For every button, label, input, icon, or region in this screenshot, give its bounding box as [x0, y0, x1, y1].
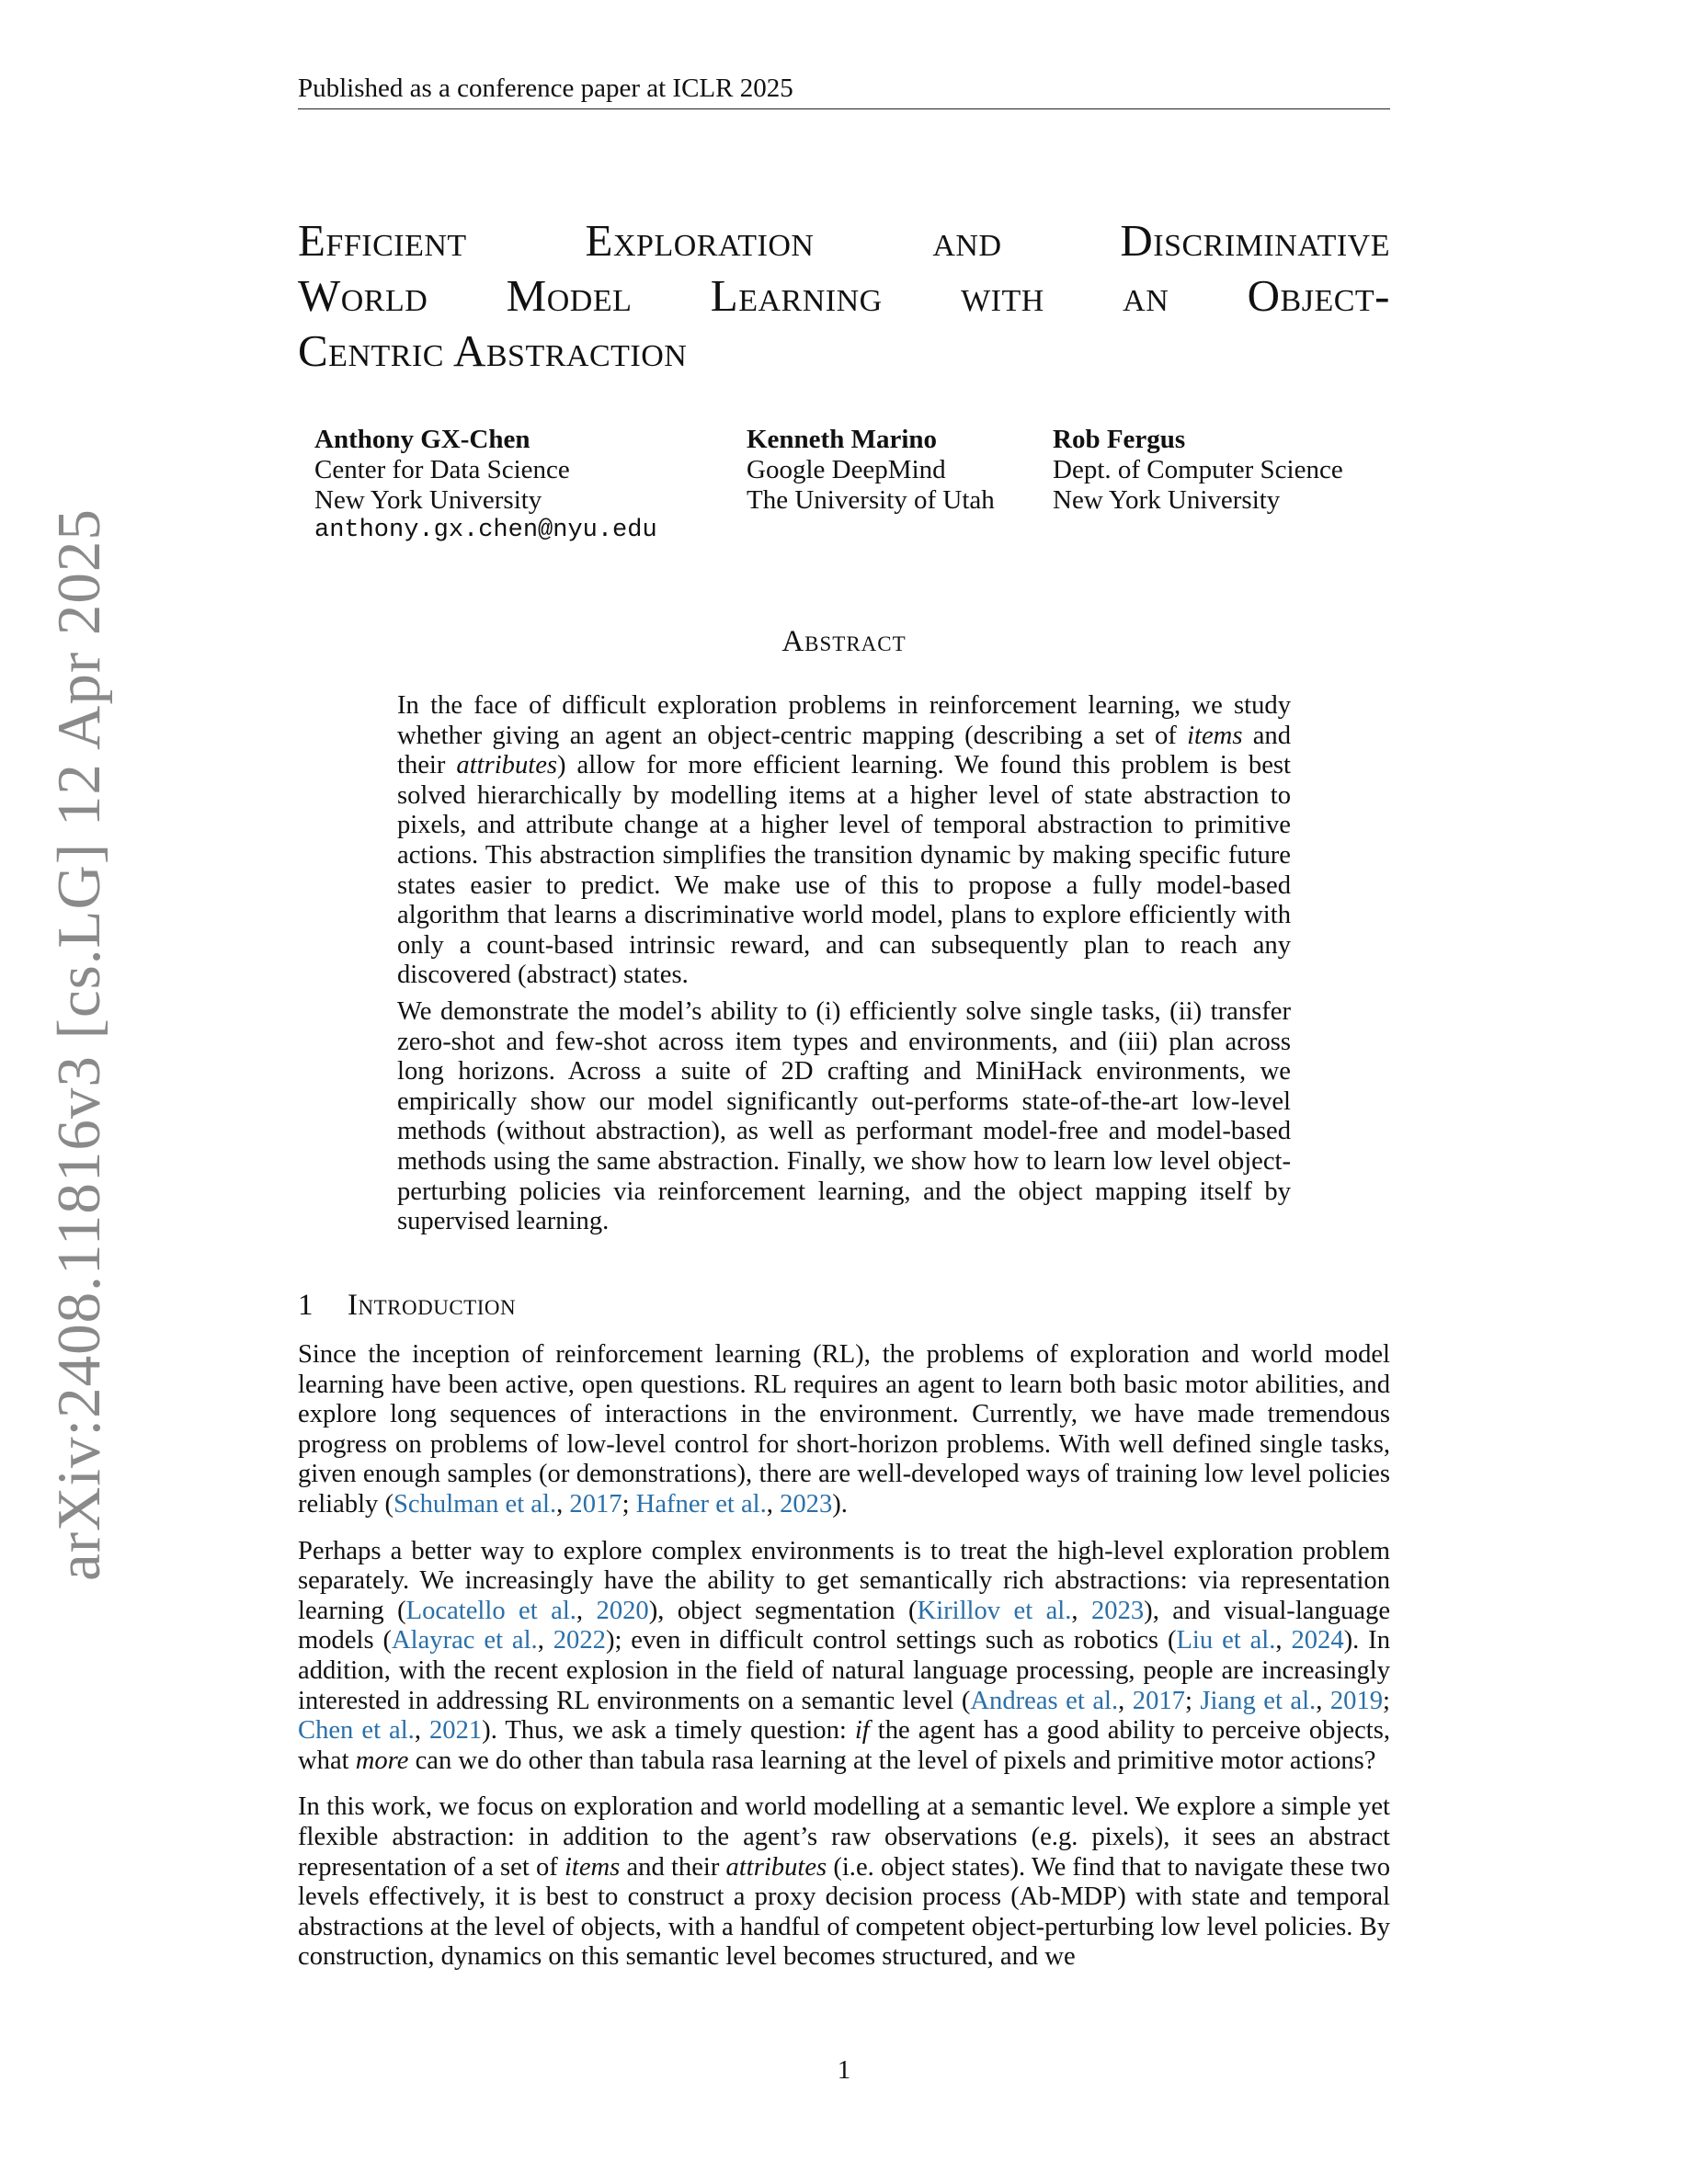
author-affiliation: New York University [314, 485, 542, 515]
abstract-body [397, 691, 1291, 1244]
author-affiliation: Google DeepMind [747, 455, 946, 484]
abstract-text: In the face of difficult exploration problems in reinforcement learning, we study whether giving an agent an object-centric mapping (describing a set of [397, 691, 1291, 750]
body-emphasis: if [854, 1716, 870, 1746]
body-emphasis: more [355, 1746, 409, 1775]
intro-paragraph: Perhaps a better way to explore complex environments is to treat the high-level exploration problem separately. We increasingly have the ability to get semantically rich abstractions: via representation learning (Locatello et al., 2020), object segmentation (Kirillov et al., 2023), and visual-language models (Alayrac et al., 2022); even in difficult control settings such as robotics (Liu et al., 2024). In addition, with the recent explosion in the field of natural language processing, people are increasingly interested in addressing RL environments on a semantic level (Andreas et al., 2017; Jiang et al., 2019; Chen et al., 2021). Thus, we ask a timely question: if the agent has a good ability to perceive objects, what more can we do other than tabula rasa learning at the level of pixels and primitive motor actions? [298, 1536, 1391, 1775]
abstract-emphasis: items [1187, 721, 1243, 750]
citation-link[interactable]: Liu et al. [1176, 1626, 1276, 1655]
citation-link[interactable]: Kirillov et al. [917, 1596, 1072, 1625]
author-name: Anthony GX-Chen [314, 425, 530, 454]
body-text: (i.e. object states). We find that to navigate these two levels effectively, it is best to construct a proxy decision process (Ab-MDP) with state and temporal abstractions at the level of objects, with a handful of competent object-perturbing low level policies. By construction, dynamics on this semantic level becomes structured, and we [298, 1852, 1390, 1972]
body-text: and their [620, 1852, 726, 1882]
citation-year-link[interactable]: 2023 [1090, 1596, 1145, 1625]
citation-link[interactable]: Alayrac et al. [392, 1626, 538, 1655]
arxiv-sidebar-stamp: arXiv:2408.11816v3 [cs.LG] 12 Apr 2025 [45, 508, 113, 1581]
body-emphasis: attributes [725, 1852, 827, 1882]
running-head: Published as a conference paper at ICLR 2025 [298, 68, 1390, 109]
citation-year-link[interactable]: 2023 [780, 1489, 833, 1519]
author-block [314, 425, 657, 546]
author-block [747, 425, 995, 516]
citation-link[interactable]: Locatello et al. [405, 1596, 576, 1625]
body-text: Since the inception of reinforcement learning (RL), the problems of exploration and world model learning have been active, open questions. RL requires an agent to learn both basic motor abilities, and explore long sequences of interactions in the environment. Currently, we have made tremendous progress on problems of low-level control for short-horizon problems. With well defined single tasks, given enough samples (or demonstrations), there are well-developed ways of training low level policies reliably ( [298, 1340, 1390, 1519]
body-text: In this work, we focus on exploration and world modelling at a semantic level. We explore a simple yet flexible abstraction: in addition to the agent’s raw observations (e.g. pixels), it sees an abstract representation of a set of [298, 1792, 1390, 1882]
body-text: ). [832, 1489, 848, 1519]
abstract-text: and their [397, 721, 1291, 780]
author-block [1053, 425, 1343, 516]
citation-year-link[interactable]: 2017 [1132, 1686, 1185, 1715]
page-number: 1 [837, 2055, 851, 2085]
section-title: Introduction [348, 1289, 517, 1322]
paper-title [298, 213, 1390, 379]
author-name: Rob Fergus [1053, 425, 1186, 454]
title-line-1: Efficient Exploration and Discriminative [298, 215, 1390, 266]
title-line-2: World Model Learning with an Object- [298, 270, 1390, 321]
abstract-paragraph [397, 691, 1291, 991]
body-text: the agent has a good ability to perceive objects, what [298, 1716, 1391, 1775]
author-email: anthony.gx.chen@nyu.edu [314, 517, 657, 544]
citation-year-link[interactable]: 2021 [428, 1716, 483, 1746]
title-line-3: Centric Abstraction [298, 325, 688, 376]
abstract-heading: Abstract [781, 625, 907, 658]
body-text: ), object segmentation ( [648, 1596, 918, 1625]
intro-paragraph [298, 1792, 1390, 1973]
section-heading [298, 1289, 516, 1323]
intro-paragraph: Since the inception of reinforcement learning (RL), the problems of exploration and world model learning have been active, open questions. RL requires an agent to learn both basic motor abilities, and explore long sequences of interactions in the environment. Currently, we have made tremendous progress on problems of low-level control for short-horizon problems. With well defined single tasks, given enough samples (or demonstrations), there are well-developed ways of training low level policies reliably (Schulman et al., 2017; Hafner et al., 2023). [298, 1340, 1390, 1519]
author-affiliation: New York University [1053, 485, 1281, 515]
citation-link[interactable]: Hafner et al. [635, 1489, 767, 1519]
section-number: 1 [298, 1289, 314, 1322]
citation-link[interactable]: Schulman et al. [393, 1489, 557, 1519]
author-affiliation: Center for Data Science [314, 455, 570, 484]
abstract-paragraph: We demonstrate the model’s ability to (i) efficiently solve single tasks, (ii) transfer zero-shot and few-shot across item types and environments, and (iii) plan across long horizons. Across a suite of 2D crafting and MiniHack environments, we empirically show our model significantly out-performs state-of-the-art low-level methods (without abstraction), as well as performant model-free and model-based methods using the same abstraction. Finally, we show how to learn low level object-perturbing policies via reinforcement learning, and the object mapping itself by supervised learning. [397, 996, 1291, 1236]
body-text: ). Thus, we ask a timely question: [482, 1716, 855, 1746]
body-text: Perhaps a better way to explore complex environments is to treat the high-level exploration problem separately. We increasingly have the ability to get semantically rich abstractions: via representation learning ( [298, 1536, 1390, 1625]
citation-year-link[interactable]: 2024 [1291, 1626, 1344, 1655]
abstract-text: ) allow for more efficient learning. We found this problem is best solved hierarchically by modelling items at a higher level of state abstraction to pixels, and attribute change at a higher level of temporal abstraction to primitive actions. This abstraction simplifies the transition dynamic by making specific future states easier to predict. We make use of this to propose a fully model-based algorithm that learns a discriminative world model, plans to explore efficiently with only a count-based intrinsic reward, and can subsequently plan to reach any discovered (abstract) states. [397, 751, 1291, 990]
citation-year-link[interactable]: 2017 [569, 1489, 622, 1519]
body-text: ), and visual-language models ( [298, 1596, 1391, 1655]
abstract-emphasis: attributes [456, 751, 558, 780]
author-name: Kenneth Marino [747, 425, 938, 454]
citation-link[interactable]: Jiang et al. [1200, 1686, 1317, 1715]
citation-link[interactable]: Chen et al. [298, 1716, 415, 1746]
citation-year-link[interactable]: 2022 [553, 1626, 606, 1655]
body-text: ); even in difficult control settings such as robotics ( [605, 1626, 1177, 1655]
citation-year-link[interactable]: 2020 [596, 1596, 649, 1625]
author-affiliation: Dept. of Computer Science [1053, 455, 1343, 484]
introduction-body [298, 1340, 1390, 1989]
citation-link[interactable]: Andreas et al. [970, 1686, 1119, 1715]
citation-year-link[interactable]: 2019 [1329, 1686, 1384, 1715]
author-affiliation: The University of Utah [747, 485, 995, 515]
body-emphasis: items [564, 1852, 621, 1882]
body-text: ). In addition, with the recent explosion in the field of natural language processing, people are increasingly interested in addressing RL environments on a semantic level ( [298, 1626, 1391, 1715]
body-text: can we do other than tabula rasa learning at the level of pixels and primitive motor actions? [408, 1746, 1376, 1775]
